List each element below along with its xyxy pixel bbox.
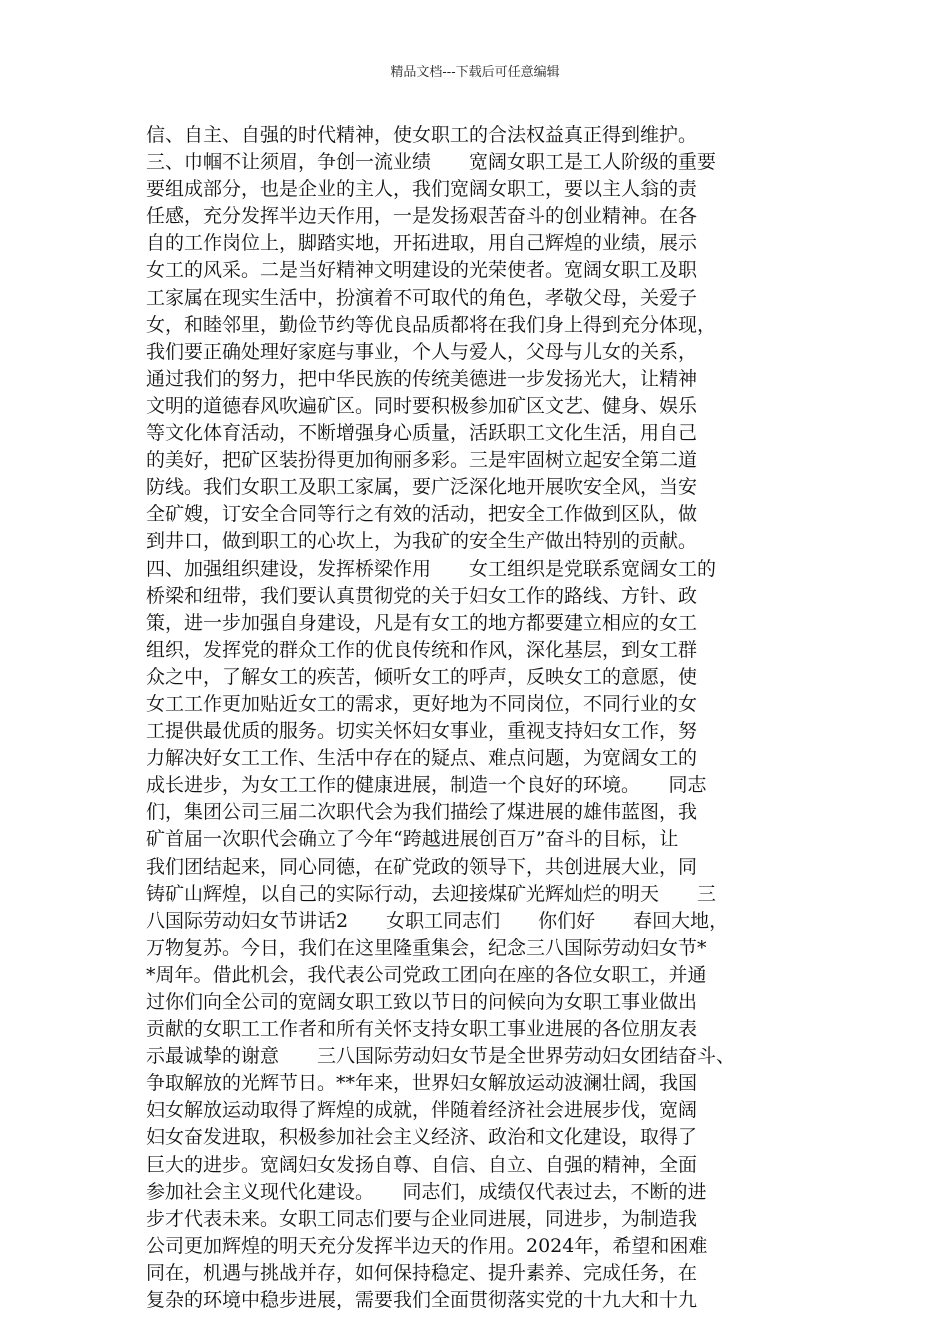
text-line: 信、自主、自强的时代精神，使女职工的合法权益真正得到维护。 bbox=[146, 124, 698, 146]
text-line: 众之中，了解女工的疾苦，倾听女工的呼声，反映女工的意愿，使 bbox=[146, 665, 698, 688]
text-line: 过你们向全公司的宽阔女职工致以节日的问候向为女职工事业做出 bbox=[146, 991, 698, 1013]
text-line: 万物复苏。今日，我们在这里隆重集会，纪念三八国际劳动妇女节* bbox=[146, 936, 707, 959]
text-line: 的美好，把矿区装扮得更加徇丽多彩。三是牢固树立起安全第二道 bbox=[146, 449, 698, 472]
text-line: 到井口，做到职工的心坎上，为我矿的安全生产做出特别的贡献。 bbox=[146, 530, 698, 553]
text-line: *周年。借此机会，我代表公司党政工团向在座的各位女职工，并通 bbox=[146, 963, 707, 986]
text-line: 工家属在现实生活中，扮演着不可取代的角色，孝敬父母，关爱子 bbox=[146, 286, 698, 309]
text-line: 复杂的环境中稳步进展，需要我们全面贯彻落实党的十九大和十九 bbox=[146, 1289, 698, 1312]
text-line: 任感，充分发挥半边天作用，一是发扬艰苦奋斗的创业精神。在各 bbox=[146, 205, 698, 228]
text-line: 同在，机遇与挑战并存，如何保持稳定、提升素养、完成任务，在 bbox=[146, 1261, 698, 1284]
text-line: 文明的道德春风吹遍矿区。同时要积极参加矿区文艺、健身、娱乐 bbox=[146, 394, 698, 417]
document-body bbox=[146, 122, 810, 1314]
text-line: 自的工作岗位上，脚踏实地，开拓进取，用自己辉煌的业绩，展示 bbox=[146, 232, 698, 255]
text-line: 们，集团公司三届二次职代会为我们描绘了煤进展的雄伟蓝图，我 bbox=[146, 801, 698, 824]
text-line: 通过我们的努力，把中华民族的传统美德进一步发扬光大，让精神 bbox=[146, 367, 698, 390]
text-line: 四、加强组织建设，发挥桥梁作用 女工组织是党联系宽阔女工的 bbox=[146, 557, 717, 580]
text-line: 八国际劳动妇女节讲话2 女职工同志们 你们好 春回大地， bbox=[146, 909, 729, 932]
text-line: 公司更加辉煌的明天充分发挥半边天的作用。2024年，希望和困难 bbox=[146, 1234, 708, 1257]
text-line: 等文化体育活动，不断增强身心质量，活跃职工文化生活，用自己 bbox=[146, 422, 698, 445]
text-line: 工提供最优质的服务。切实关怀妇女事业，重视支持妇女工作，努 bbox=[146, 720, 698, 743]
text-line: 女，和睦邻里，勤俭节约等优良品质都将在我们身上得到充分体现， bbox=[146, 313, 717, 336]
text-line: 策，进一步加强自身建设，凡是有女工的地方都要建立相应的女工 bbox=[146, 611, 698, 634]
text-line: 妇女奋发进取，积极参加社会主义经济、政治和文化建设，取得了 bbox=[146, 1126, 698, 1149]
text-line: 力解决好女工工作、生活中存在的疑点、难点问题，为宽阔女工的 bbox=[146, 747, 698, 770]
text-line: 妇女解放运动取得了辉煌的成就，伴随着经济社会进展步伐，宽阔 bbox=[146, 1099, 698, 1122]
page-header: 精品文档---下载后可任意编辑 bbox=[390, 65, 560, 80]
text-line: 成长进步，为女工工作的健康进展，制造一个良好的环境。 同志 bbox=[146, 774, 707, 797]
text-line: 争取解放的光辉节日。**年来，世界妇女解放运动波澜壮阔，我国 bbox=[146, 1072, 698, 1095]
text-line: 我们团结起来，同心同德，在矿党政的领导下，共创进展大业，同 bbox=[146, 855, 698, 878]
text-line: 全矿嫂，订安全合同等行之有效的活动，把安全工作做到区队，做 bbox=[146, 503, 698, 526]
text-line: 贡献的女职工工作者和所有关怀支持女职工事业进展的各位朋友表 bbox=[146, 1018, 698, 1041]
text-line: 巨大的进步。宽阔妇女发扬自尊、自信、自立、自强的精神，全面 bbox=[146, 1153, 698, 1176]
text-line: 防线。我们女职工及职工家属，要广泛深化地开展吹安全风，当安 bbox=[146, 476, 698, 499]
text-line: 组织，发挥党的群众工作的优良传统和作风，深化基层，到女工群 bbox=[146, 638, 698, 661]
text-line: 矿首届一次职代会确立了今年“跨越进展创百万”奋斗的目标，让 bbox=[146, 828, 679, 851]
text-line: 三、巾帼不让须眉，争创一流业绩 宽阔女职工是工人阶级的重要 bbox=[146, 151, 717, 174]
text-line: 示最诚挚的谢意 三八国际劳动妇女节是全世界劳动妇女团结奋斗、 bbox=[146, 1045, 736, 1068]
text-line: 我们要正确处理好家庭与事业，个人与爱人，父母与儿女的关系， bbox=[146, 340, 698, 363]
text-line: 桥梁和纽带，我们要认真贯彻党的关于妇女工作的路线、方针、政 bbox=[146, 584, 698, 607]
text-line: 铸矿山辉煌，以自己的实际行动，去迎接煤矿光辉灿烂的明天 三 bbox=[146, 882, 717, 905]
text-line: 女工的风采。二是当好精神文明建设的光荣使者。宽阔女职工及职 bbox=[146, 259, 698, 282]
text-line: 要组成部分，也是企业的主人，我们宽阔女职工，要以主人翁的责 bbox=[146, 178, 698, 201]
text-line: 步才代表未来。女职工同志们要与企业同进展，同进步，为制造我 bbox=[146, 1207, 698, 1230]
text-line: 女工工作更加贴近女工的需求，更好地为不同岗位，不同行业的女 bbox=[146, 692, 698, 715]
text-line: 参加社会主义现代化建设。 同志们，成绩仅代表过去，不断的进 bbox=[146, 1180, 707, 1203]
